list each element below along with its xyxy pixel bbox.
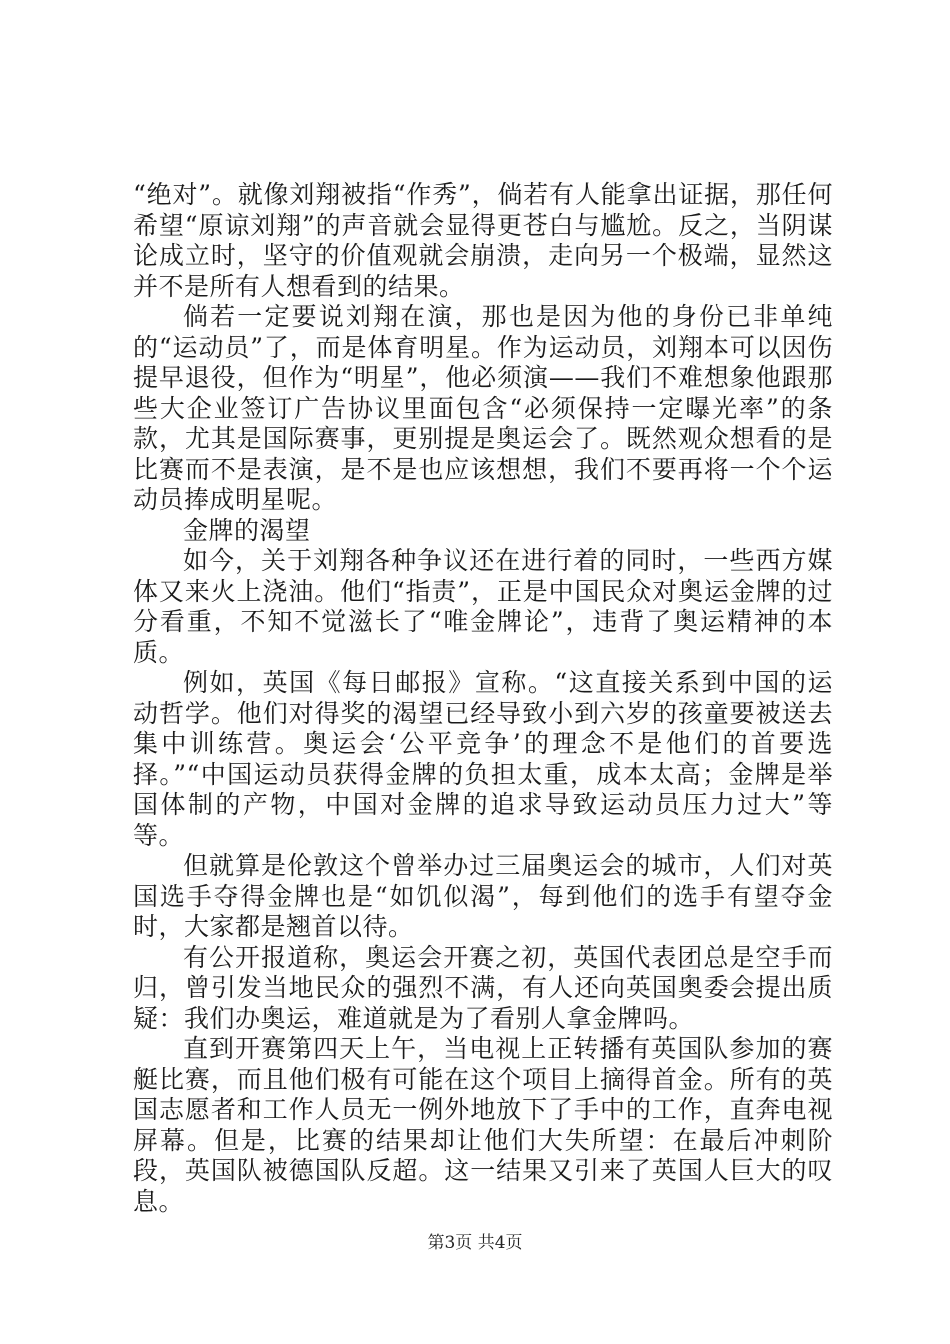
paragraph-7: 直到开赛第四天上午，当电视上正转播有英国队参加的赛艇比赛，而且他们极有可能在这个项目上摘得首金。所有的英国志愿者和工作人员无一例外地放下了手中的工作，直奔电视屏幕。但是，比赛的结果却让他们大失所望：在最后冲刺阶段，英国队被德国队反超。这一结果又引来了英国人巨大的叹息。 [133,1034,833,1216]
paragraph-6: 有公开报道称，奥运会开赛之初，英国代表团总是空手而归，曾引发当地民众的强烈不满，有人还向英国奥委会提出质疑：我们办奥运，难道就是为了看别人拿金牌吗。 [133,942,833,1033]
paragraph-2: 倘若一定要说刘翔在演，那也是因为他的身份已非单纯的“运动员”了，而是体育明星。作为运动员，刘翔本可以因伤提早退役，但作为“明星”，他必须演——我们不难想象他跟那些大企业签订广告协议里面包含“必须保持一定曝光率”的条款，尤其是国际赛事，更别提是奥运会了。既然观众想看的是比赛而不是表演，是不是也应该想想，我们不要再将一个个运动员捧成明星呢。 [133,302,833,514]
paragraph-4: 例如，英国《每日邮报》宣称。“这直接关系到中国的运动哲学。他们对得奖的渴望已经导致小到六岁的孩童要被送去集中训练营。奥运会‘公平竞争’的理念不是他们的首要选择。”“中国运动员获得金牌的负担太重，成本太高；金牌是举国体制的产物，中国对金牌的追求导致运动员压力过大”等等。 [133,668,833,850]
paragraph-3: 如今，关于刘翔各种争议还在进行着的同时，一些西方媒体又来火上浇油。他们“指责”，正是中国民众对奥运金牌的过分看重，不知不觉滋长了“唯金牌论”，违背了奥运精神的本质。 [133,546,833,667]
paragraph-1: “绝对”。就像刘翔被指“作秀”，倘若有人能拿出证据，那任何希望“原谅刘翔”的声音就会显得更苍白与尴尬。反之，当阴谋论成立时，坚守的价值观就会崩溃，走向另一个极端，显然这并不是所有人想看到的结果。 [133,180,833,301]
page-number-footer: 第3页 共4页 [427,1233,523,1253]
section-heading: 金牌的渴望 [183,515,311,545]
paragraph-5: 但就算是伦敦这个曾举办过三届奥运会的城市，人们对英国选手夺得金牌也是“如饥似渴”，每到他们的选手有望夺金时，大家都是翘首以待。 [133,851,833,941]
document-body [133,180,833,1217]
